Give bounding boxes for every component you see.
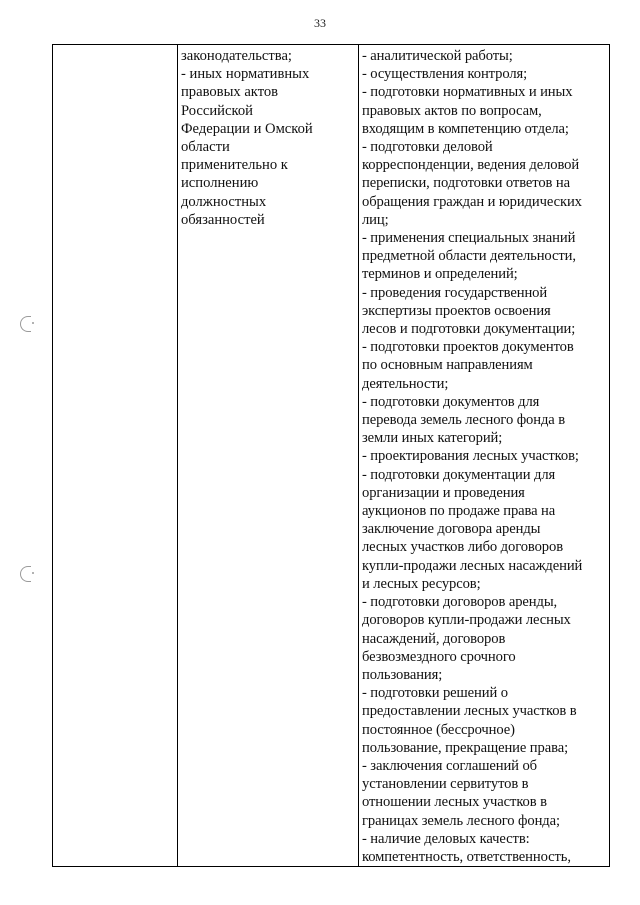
skills-line: и лесных ресурсов; [362,575,481,592]
skills-line: земли иных категорий; [362,430,503,447]
skills-line: лесных участков либо договоров [362,539,563,556]
skills-line: - аналитической работы; [362,48,513,64]
skills-line: предоставлении лесных участков в [362,703,577,720]
skills-line: обращения граждан и юридических [362,193,582,210]
binder-hole-mark [20,316,31,332]
legal-acts-line: законодательства; [181,48,292,64]
skills-line: - подготовки проектов документов [362,339,574,356]
legal-acts-line: Федерации и Омской [181,120,313,137]
skills-line: - подготовки решений о [362,685,508,702]
skills-line: лиц; [362,211,389,228]
skills-line: - осуществления контроля; [362,66,528,83]
skills-line: аукционов по продаже права на [362,503,556,520]
table-row [53,45,610,867]
skills-line: переписки, подготовки ответов на [362,175,570,192]
skills-line: заключение договора аренды [362,521,541,538]
legal-acts-line: исполнению [181,175,259,192]
skills-line: - подготовки договоров аренды, [362,594,558,611]
page-number: 33 [314,16,326,30]
skills-line: - подготовки нормативных и иных [362,84,573,101]
legal-acts-line: обязанностей [181,211,265,228]
legal-acts-line: области [181,139,230,156]
skills-list-text [362,47,606,866]
skills-line: экспертизы проектов освоения [362,302,551,319]
skills-line: безвозмездного срочного [362,648,516,665]
skills-line: - подготовки документации для [362,466,556,483]
table-cell-skills [359,45,610,867]
skills-line: терминов и определений; [362,266,518,283]
skills-line: договоров купли-продажи лесных [362,612,571,629]
legal-acts-line: Российской [181,102,253,119]
skills-line: - наличие деловых качеств: [362,830,530,847]
skills-line: отношении лесных участков в [362,794,547,811]
skills-line: - проектирования лесных участков; [362,448,579,465]
skills-line: организации и проведения [362,484,525,501]
skills-line: купли-продажи лесных насаждений [362,557,583,574]
skills-line: - подготовки деловой [362,139,493,156]
skills-line: входящим в компетенцию отдела; [362,120,569,137]
table-cell-legal-acts [178,45,359,867]
skills-line: перевода земель лесного фонда в [362,412,566,429]
skills-line: пользование, прекращение права; [362,739,569,756]
skills-line: постоянное (бессрочное) [362,721,515,738]
skills-line: правовых актов по вопросам, [362,102,542,119]
skills-line: - заключения соглашений об [362,757,537,774]
skills-line: границах земель лесного фонда; [362,812,560,829]
skills-line: - подготовки документов для [362,393,540,410]
skills-line: насаждений, договоров [362,630,506,647]
skills-line: компетентность, ответственность, [362,848,571,865]
skills-line: по основным направлениям [362,357,533,374]
skills-line: - применения специальных знаний [362,230,576,247]
table-cell-empty [53,45,178,867]
skills-line: - проведения государственной [362,284,548,301]
legal-acts-line: - иных нормативных [181,66,310,83]
legal-acts-line: применительно к [181,157,288,174]
skills-line: установлении сервитутов в [362,776,529,793]
skills-line: деятельности; [362,375,449,392]
binder-hole-mark [20,566,31,582]
skills-line: пользования; [362,666,443,683]
legal-acts-text [181,47,355,229]
requirements-table [52,44,610,867]
legal-acts-line: должностных [181,193,267,210]
legal-acts-line: правовых актов [181,84,279,101]
skills-line: корреспонденции, ведения деловой [362,157,580,174]
skills-line: лесов и подготовки документации; [362,321,576,338]
skills-line: предметной области деятельности, [362,248,576,265]
